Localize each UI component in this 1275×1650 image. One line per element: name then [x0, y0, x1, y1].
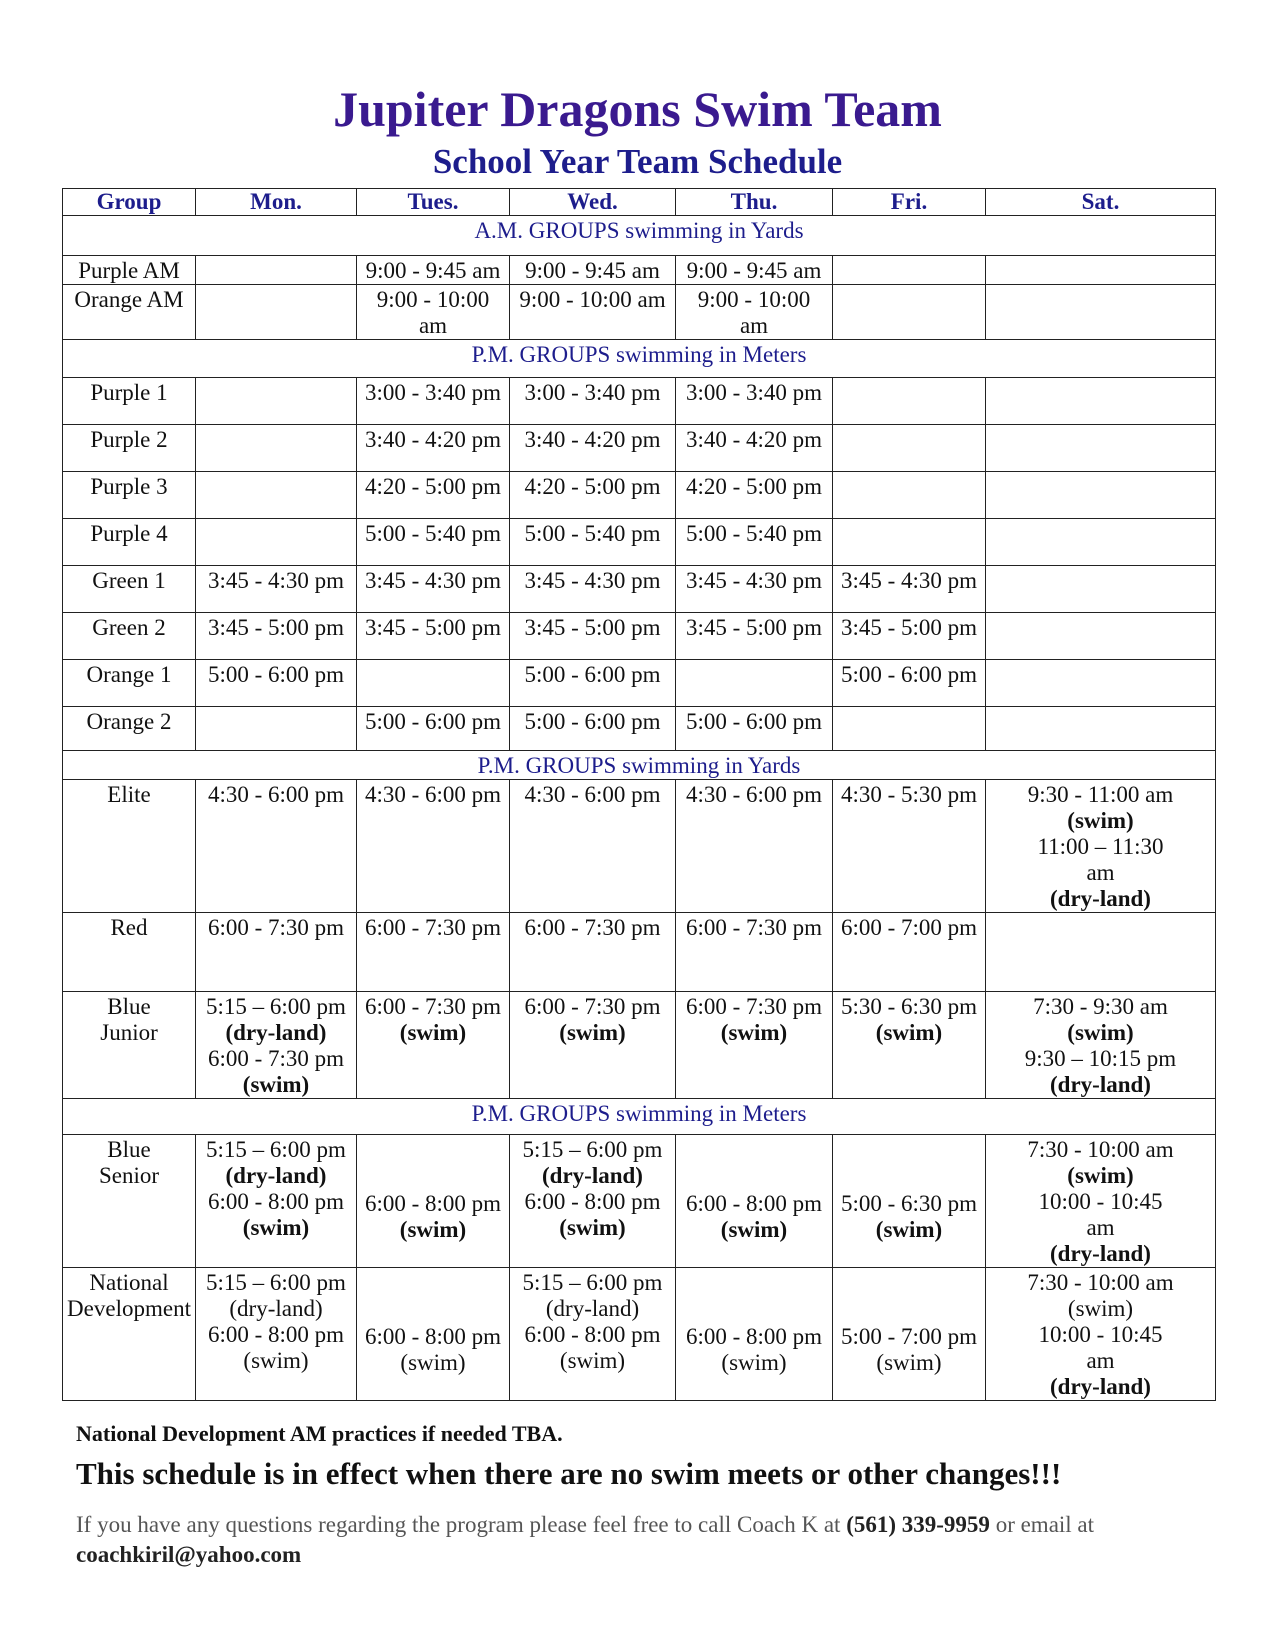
cell: 3:45 - 5:00 pm — [676, 613, 833, 660]
table-row — [63, 1135, 1216, 1268]
cell: 5:00 - 6:00 pm — [833, 660, 986, 707]
section-pm-yards: P.M. GROUPS swimming in Yards — [63, 751, 1216, 780]
page-title: Jupiter Dragons Swim Team — [333, 81, 942, 137]
cell: 3:45 - 4:30 pm — [833, 566, 986, 613]
cell: 3:00 - 3:40 pm — [357, 378, 510, 425]
header-mon: Mon. — [196, 189, 357, 216]
cell: 6:00 - 8:00 pm (swim) — [357, 1135, 510, 1268]
header-row — [63, 189, 1216, 216]
cell: 6:00 - 7:30 pm — [510, 913, 676, 992]
cell: 6:00 - 8:00 pm (swim) — [357, 1268, 510, 1401]
group-purple-1: Purple 1 — [63, 378, 196, 425]
cell: 5:00 - 5:40 pm — [510, 519, 676, 566]
group-orange-am: Orange AM — [63, 285, 196, 340]
cell: 9:00 - 10:00 am — [357, 285, 510, 340]
cell: 4:20 - 5:00 pm — [510, 472, 676, 519]
table-row — [63, 613, 1216, 660]
table-row — [63, 707, 1216, 751]
cell: 4:30 - 5:30 pm — [833, 780, 986, 913]
table-row — [63, 378, 1216, 425]
cell: 9:00 - 9:45 am — [357, 256, 510, 285]
table-row — [63, 660, 1216, 707]
cell: 5:15 – 6:00 pm (dry-land) 6:00 - 8:00 pm (swim) — [196, 1268, 357, 1401]
cell: 7:30 - 10:00 am (swim) 10:00 - 10:45 am (dry-land) — [986, 1268, 1216, 1401]
group-purple-4: Purple 4 — [63, 519, 196, 566]
cell: 4:30 - 6:00 pm — [357, 780, 510, 913]
cell: 9:00 - 9:45 am — [676, 256, 833, 285]
group-green-1: Green 1 — [63, 566, 196, 613]
group-green-2: Green 2 — [63, 613, 196, 660]
table-row — [63, 1268, 1216, 1401]
cell: 5:00 - 6:00 pm — [676, 707, 833, 751]
cell: 5:00 - 6:00 pm — [357, 707, 510, 751]
table-row — [63, 519, 1216, 566]
cell: 5:00 - 6:30 pm (swim) — [833, 1135, 986, 1268]
cell: 6:00 - 8:00 pm (swim) — [676, 1135, 833, 1268]
group-purple-3: Purple 3 — [63, 472, 196, 519]
phone-number: (561) 339-9959 — [846, 1512, 990, 1537]
page-subtitle: School Year Team Schedule — [432, 142, 843, 181]
header-group: Group — [63, 189, 196, 216]
cell: 4:30 - 6:00 pm — [510, 780, 676, 913]
cell: 9:30 - 11:00 am (swim) 11:00 – 11:30 am (dry-land) — [986, 780, 1216, 913]
cell: 5:15 – 6:00 pm (dry-land) 6:00 - 7:30 pm (swim) — [196, 992, 357, 1099]
table-row — [63, 992, 1216, 1099]
cell: 3:45 - 5:00 pm — [510, 613, 676, 660]
cell: 3:45 - 4:30 pm — [676, 566, 833, 613]
cell: 5:00 - 5:40 pm — [357, 519, 510, 566]
contact-info: If you have any questions regarding the program please feel free to call Coach K at (561) 339-9959 or email at coachkiril@yahoo.com — [76, 1512, 1095, 1567]
cell: 5:15 – 6:00 pm (dry-land) 6:00 - 8:00 pm (swim) — [510, 1268, 676, 1401]
cell: 4:20 - 5:00 pm — [676, 472, 833, 519]
cell: 4:30 - 6:00 pm — [676, 780, 833, 913]
group-red: Red — [63, 913, 196, 992]
header-fri: Fri. — [833, 189, 986, 216]
cell: 6:00 - 8:00 pm (swim) — [676, 1268, 833, 1401]
group-purple-2: Purple 2 — [63, 425, 196, 472]
cell: 6:00 - 7:00 pm — [833, 913, 986, 992]
cell: 5:00 - 6:00 pm — [510, 707, 676, 751]
header-wed: Wed. — [510, 189, 676, 216]
header-sat: Sat. — [986, 189, 1216, 216]
cell: 3:45 - 5:00 pm — [357, 613, 510, 660]
cell: 3:40 - 4:20 pm — [676, 425, 833, 472]
table-row — [63, 913, 1216, 992]
header-thu: Thu. — [676, 189, 833, 216]
cell: 9:00 - 10:00 am — [676, 285, 833, 340]
cell: 3:00 - 3:40 pm — [510, 378, 676, 425]
cell: 4:30 - 6:00 pm — [196, 780, 357, 913]
section-am-yards: A.M. GROUPS swimming in Yards — [63, 216, 1216, 256]
cell: 5:30 - 6:30 pm (swim) — [833, 992, 986, 1099]
group-national-development: National Development — [63, 1268, 196, 1401]
cell: 5:00 - 6:00 pm — [196, 660, 357, 707]
table-row — [63, 425, 1216, 472]
cell: 3:45 - 5:00 pm — [833, 613, 986, 660]
group-purple-am: Purple AM — [63, 256, 196, 285]
schedule-notice: This schedule is in effect when there are no swim meets or other changes!!! — [76, 1456, 1062, 1491]
cell: 5:00 - 5:40 pm — [676, 519, 833, 566]
table-row — [63, 285, 1216, 340]
cell: 5:15 – 6:00 pm (dry-land) 6:00 - 8:00 pm (swim) — [196, 1135, 357, 1268]
table-row — [63, 780, 1216, 913]
cell: 3:45 - 4:30 pm — [510, 566, 676, 613]
cell: 3:45 - 4:30 pm — [196, 566, 357, 613]
cell: 6:00 - 7:30 pm — [357, 913, 510, 992]
table-row — [63, 566, 1216, 613]
cell: 6:00 - 7:30 pm — [196, 913, 357, 992]
cell: 5:00 - 7:00 pm (swim) — [833, 1268, 986, 1401]
cell: 3:40 - 4:20 pm — [357, 425, 510, 472]
cell: 3:00 - 3:40 pm — [676, 378, 833, 425]
cell: 5:00 - 6:00 pm — [510, 660, 676, 707]
cell: 4:20 - 5:00 pm — [357, 472, 510, 519]
cell: 6:00 - 7:30 pm (swim) — [676, 992, 833, 1099]
cell: 9:00 - 9:45 am — [510, 256, 676, 285]
table-row — [63, 472, 1216, 519]
cell: 6:00 - 7:30 pm (swim) — [357, 992, 510, 1099]
cell: 6:00 - 7:30 pm (swim) — [510, 992, 676, 1099]
cell: 5:15 – 6:00 pm (dry-land) 6:00 - 8:00 pm (swim) — [510, 1135, 676, 1268]
group-blue-junior: Blue Junior — [63, 992, 196, 1099]
header-tue: Tues. — [357, 189, 510, 216]
table-row — [63, 256, 1216, 285]
group-orange-2: Orange 2 — [63, 707, 196, 751]
email-address[interactable]: coachkiril@yahoo.com — [76, 1542, 302, 1567]
cell: 3:40 - 4:20 pm — [510, 425, 676, 472]
group-elite: Elite — [63, 780, 196, 913]
schedule-table — [62, 188, 1216, 1401]
cell: 3:45 - 4:30 pm — [357, 566, 510, 613]
cell: 9:00 - 10:00 am — [510, 285, 676, 340]
footnote: National Development AM practices if needed TBA. — [76, 1421, 563, 1446]
group-blue-senior: Blue Senior — [63, 1135, 196, 1268]
cell: 6:00 - 7:30 pm — [676, 913, 833, 992]
group-orange-1: Orange 1 — [63, 660, 196, 707]
cell: 7:30 - 10:00 am (swim) 10:00 - 10:45 am (dry-land) — [986, 1135, 1216, 1268]
cell: 7:30 - 9:30 am (swim) 9:30 – 10:15 pm (dry-land) — [986, 992, 1216, 1099]
section-pm-meters: P.M. GROUPS swimming in Meters — [63, 340, 1216, 378]
cell: 3:45 - 5:00 pm — [196, 613, 357, 660]
section-pm-meters-2: P.M. GROUPS swimming in Meters — [63, 1099, 1216, 1135]
